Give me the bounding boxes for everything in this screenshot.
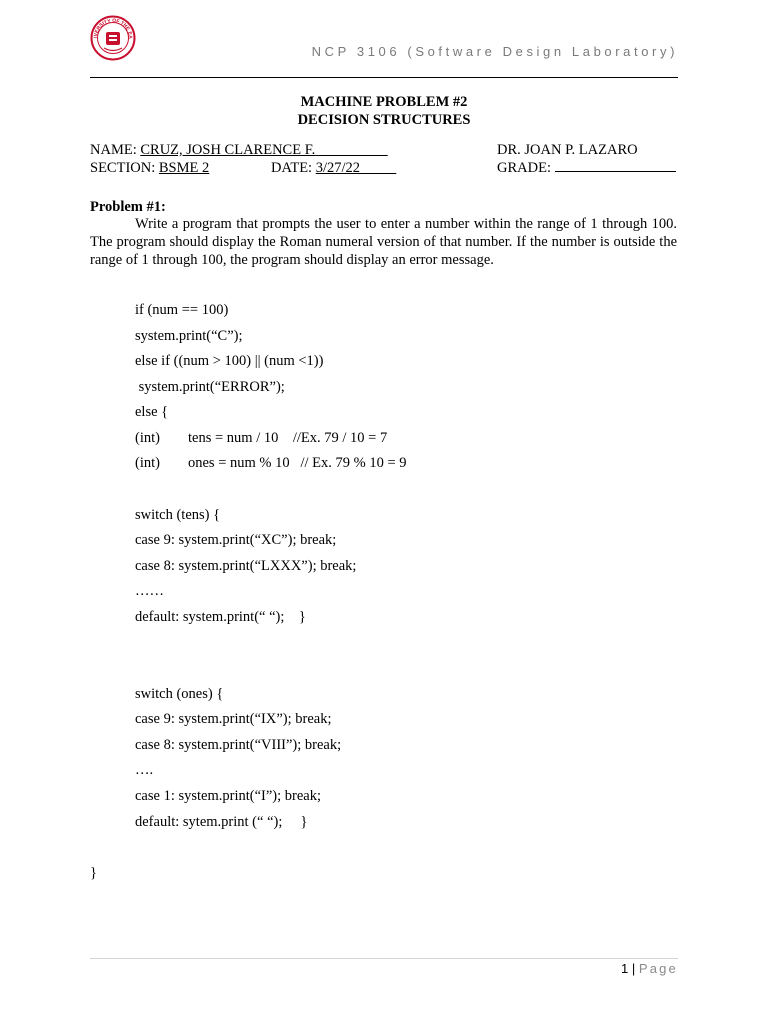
code-line: system.print(“C”);: [135, 328, 243, 344]
instructor-name: DR. JOAN P. LAZARO: [497, 142, 638, 158]
code-closing-brace: }: [90, 865, 97, 881]
name-field: [90, 142, 388, 159]
name-value: CRUZ, JOSH CLARENCE F.: [140, 142, 316, 158]
code-line-type: (int): [135, 455, 160, 471]
code-line: if (num == 100): [135, 302, 229, 318]
section-field: [90, 160, 209, 177]
name-label: NAME:: [90, 142, 137, 158]
footer-separator: |: [631, 961, 636, 976]
code-line: switch (ones) {: [135, 686, 224, 702]
code-line: else {: [135, 404, 169, 420]
university-seal-logo: [90, 15, 136, 61]
code-line: switch (tens) {: [135, 507, 221, 523]
problem-heading: Problem #1:: [90, 199, 166, 215]
code-line: case 9: system.print(“XC”); break;: [135, 532, 337, 548]
code-line: system.print(“ERROR”);: [135, 379, 285, 395]
date-value: 3/27/22: [315, 160, 361, 176]
page-label: Page: [638, 961, 678, 976]
page-number: 1: [620, 961, 629, 976]
code-line: case 9: system.print(“IX”); break;: [135, 711, 332, 727]
svg-text:UNIVERSITY OF THE EAST: IVERSITY OF THE EA: [92, 17, 134, 40]
code-line: ….: [135, 762, 154, 778]
section-label: SECTION:: [90, 160, 156, 176]
date-label: DATE:: [271, 160, 313, 176]
document-subtitle: DECISION STRUCTURES: [297, 112, 471, 128]
code-line: default: sytem.print (“ “); }: [135, 814, 308, 830]
grade-field: [497, 160, 676, 177]
code-line: case 8: system.print(“VIII”); break;: [135, 737, 342, 753]
code-line: case 1: system.print(“I”); break;: [135, 788, 322, 804]
code-line: ……: [135, 583, 164, 599]
document-title: MACHINE PROBLEM #2: [300, 94, 468, 110]
section-value: BSME 2: [158, 160, 210, 176]
code-line: else if ((num > 100) || (num <1)): [135, 353, 324, 369]
code-line-type: (int): [135, 430, 160, 446]
code-line: default: system.print(“ “); }: [135, 609, 306, 625]
problem-description: Write a program that prompts the user to enter a number within the range of 1 through 100. The program should display the Roman numeral version of that number. If the number is outside the range of 1 through 100, the program should display an error message.: [90, 216, 677, 268]
grade-blank: [555, 160, 676, 172]
code-line: case 8: system.print(“LXXX”); break;: [135, 558, 357, 574]
header-divider: [90, 77, 678, 78]
course-title: NCP 3106 (Software Design Laboratory): [311, 44, 678, 59]
date-field: [271, 160, 396, 177]
grade-label: GRADE:: [497, 160, 551, 176]
footer-divider: [90, 958, 678, 959]
page-footer: [621, 961, 678, 976]
code-line: ones = num % 10 // Ex. 79 % 10 = 9: [188, 455, 407, 471]
code-line: tens = num / 10 //Ex. 79 / 10 = 7: [188, 430, 388, 446]
